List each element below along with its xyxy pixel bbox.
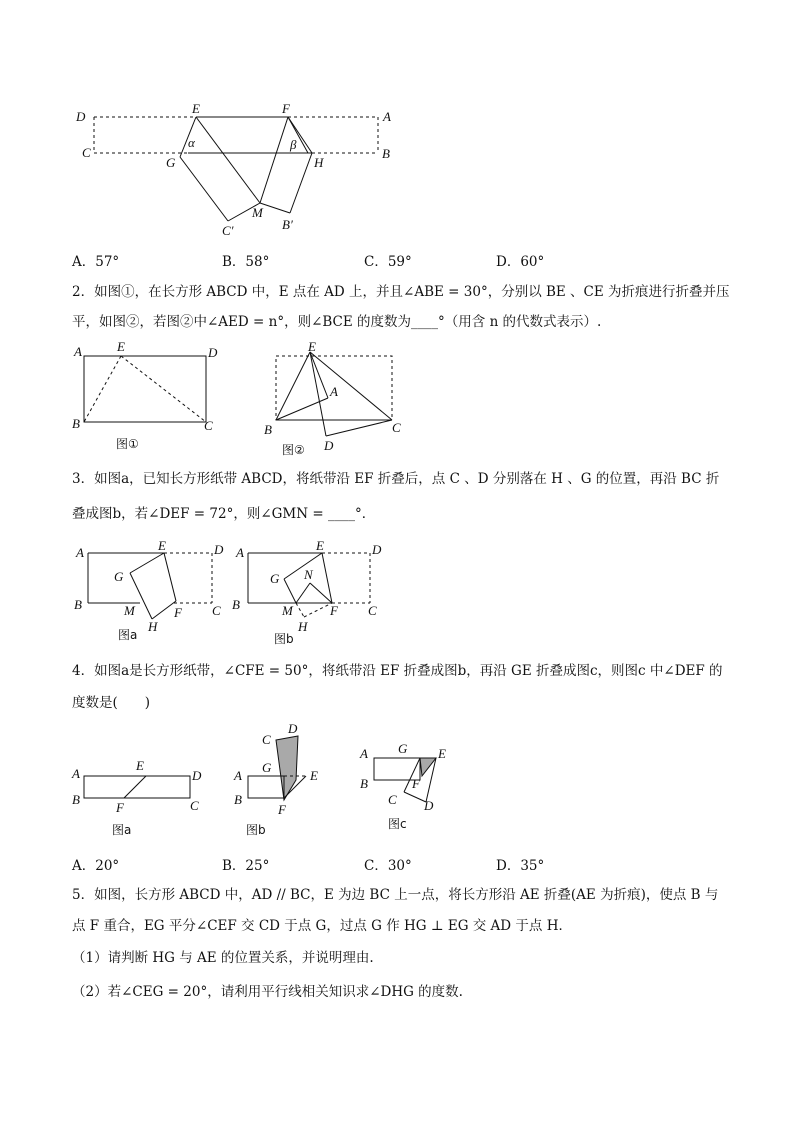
q5-text-line1: 5．如图，长方形 ABCD 中，AD // BC，E 为边 BC 上一点，将长方形沿 AE 折叠(AE 为折痕)，使点 B 与 (72, 887, 719, 903)
q3-text-line2: 叠成图b，若∠DEF = 72°，则∠GMN = ____°． (72, 506, 376, 522)
q4-option-d: D．35° (496, 858, 545, 874)
q3-figure-a (66, 535, 236, 647)
q4c-label-F: F (412, 776, 420, 791)
q5-subquestion-2: （2）若∠CEG = 20°，请利用平行线相关知识求∠DHG 的度数. (72, 984, 463, 1000)
q4c-caption: 图c (388, 817, 407, 831)
q4c-label-G: G (398, 741, 408, 756)
q5-subquestion-1: （1）请判断 HG 与 AE 的位置关系，并说明理由. (72, 950, 374, 966)
q2-text-line1: 2．如图①，在长方形 ABCD 中，E 点在 AD 上，并且∠ABE = 30°，分别以 BE 、CE 为折痕进行折叠并压 (72, 284, 730, 300)
q5-text-line2: 点 F 重合，EG 平分∠CEF 交 CD 于点 G，过点 G 作 HG ⊥ EG 交 AD 于点 H． (72, 918, 572, 934)
q4a-label-F: F (116, 800, 124, 815)
q3a-label-M: M (124, 603, 135, 618)
q3-text-line1: 3．如图a，已知长方形纸带 ABCD，将纸带沿 EF 折叠后，点 C 、D 分别落在 H 、G 的位置，再沿 BC 折 (72, 471, 720, 487)
q2-fig1-label-A: A (74, 344, 82, 359)
q4b-label-F: F (278, 802, 286, 817)
q1-label-H: H (314, 155, 324, 170)
q3-figure-b (226, 535, 396, 647)
q3a-label-G: G (114, 569, 124, 584)
q4-text-line2: 度数是( ) (72, 695, 151, 711)
q3b-caption: 图b (274, 632, 294, 646)
q1-label-beta: β (290, 137, 297, 152)
q1-label-Bprime: B′ (282, 217, 293, 232)
q3b-label-A: A (236, 545, 244, 560)
q3a-label-B: B (74, 597, 82, 612)
q2-figure-1 (66, 338, 236, 456)
q3b-label-N: N (304, 567, 313, 582)
q4a-label-D: D (192, 768, 202, 783)
q3b-label-H: H (298, 619, 308, 634)
q4b-label-C: C (262, 732, 271, 747)
q2-text-line2: 平，如图②，若图②中∠AED = n°，则∠BCE 的度数为____°（用含 n 的代数式表示）. (72, 314, 602, 330)
q4b-label-G: G (262, 760, 272, 775)
q3b-label-B: B (232, 597, 240, 612)
q4-option-c: C．30° (364, 858, 412, 874)
q1-label-A: A (383, 109, 391, 124)
q3a-label-H: H (148, 619, 158, 634)
q2-fig2-label-E: E (308, 339, 316, 354)
q4b-label-A: A (234, 768, 242, 783)
q3b-label-F: F (330, 603, 338, 618)
q1-label-M: M (252, 205, 263, 220)
q1-label-Cprime: C′ (222, 223, 234, 238)
q3a-label-C: C (212, 603, 221, 618)
q4c-label-B: B (360, 776, 368, 791)
q4b-label-E: E (310, 768, 318, 783)
q4a-label-A: A (72, 766, 80, 781)
q1-label-D: D (76, 109, 86, 124)
q3b-label-G: G (270, 571, 280, 586)
q4b-caption: 图b (246, 823, 266, 837)
q4a-label-B: B (72, 792, 80, 807)
q2-fig1-caption: 图① (116, 437, 139, 451)
q2-fig1-label-B: B (72, 416, 80, 431)
q3a-label-F: F (174, 605, 182, 620)
q2-figure-2 (258, 338, 408, 463)
q1-label-E: E (192, 101, 200, 116)
q4-text-line1: 4．如图a是长方形纸带，∠CFE = 50°，将纸带沿 EF 折叠成图b，再沿 GE 折叠成图c，则图c 中∠DEF 的 (72, 663, 723, 679)
q4-figure-b (226, 718, 336, 840)
q2-fig1-label-C: C (204, 418, 213, 433)
q1-option-b: B．58° (222, 254, 270, 270)
q4-figure-a (66, 752, 226, 840)
q4c-label-E: E (438, 746, 446, 761)
q3a-caption: 图a (118, 628, 138, 642)
q2-fig2-label-C: C (392, 420, 401, 435)
q1-label-C: C (82, 145, 91, 160)
q2-fig1-label-D: D (208, 345, 218, 360)
q1-label-B: B (382, 146, 390, 161)
q3b-label-C: C (368, 603, 377, 618)
q3b-label-D: D (372, 542, 382, 557)
q4c-label-C: C (388, 792, 397, 807)
q1-label-alpha: α (188, 135, 195, 150)
q4-figure-c (352, 736, 462, 836)
q2-fig1-label-E: E (117, 339, 125, 354)
q1-option-c: C．59° (364, 254, 412, 270)
q4a-label-E: E (136, 758, 144, 773)
q2-fig2-caption: 图② (282, 443, 305, 457)
q2-fig2-label-D: D (324, 438, 334, 453)
q4-option-a: A．20° (72, 858, 120, 874)
q4b-label-D: D (288, 721, 298, 736)
q1-figure (60, 95, 420, 245)
q4c-label-A: A (360, 746, 368, 761)
q1-option-d: D．60° (496, 254, 545, 270)
q3a-label-E: E (158, 538, 166, 553)
q4a-label-C: C (190, 798, 199, 813)
q4b-label-B: B (234, 792, 242, 807)
q1-option-a: A．57° (72, 254, 120, 270)
q1-label-F: F (282, 101, 290, 116)
q3b-label-M: M (282, 603, 293, 618)
q3a-label-D: D (214, 542, 224, 557)
q3b-label-E: E (316, 538, 324, 553)
q1-label-G: G (166, 155, 176, 170)
q3a-label-A: A (76, 545, 84, 560)
q2-fig2-label-A: A (330, 384, 338, 399)
q4a-caption: 图a (112, 823, 132, 837)
q2-fig2-label-B: B (264, 422, 272, 437)
q4-option-b: B．25° (222, 858, 270, 874)
q4c-label-D: D (424, 798, 434, 813)
